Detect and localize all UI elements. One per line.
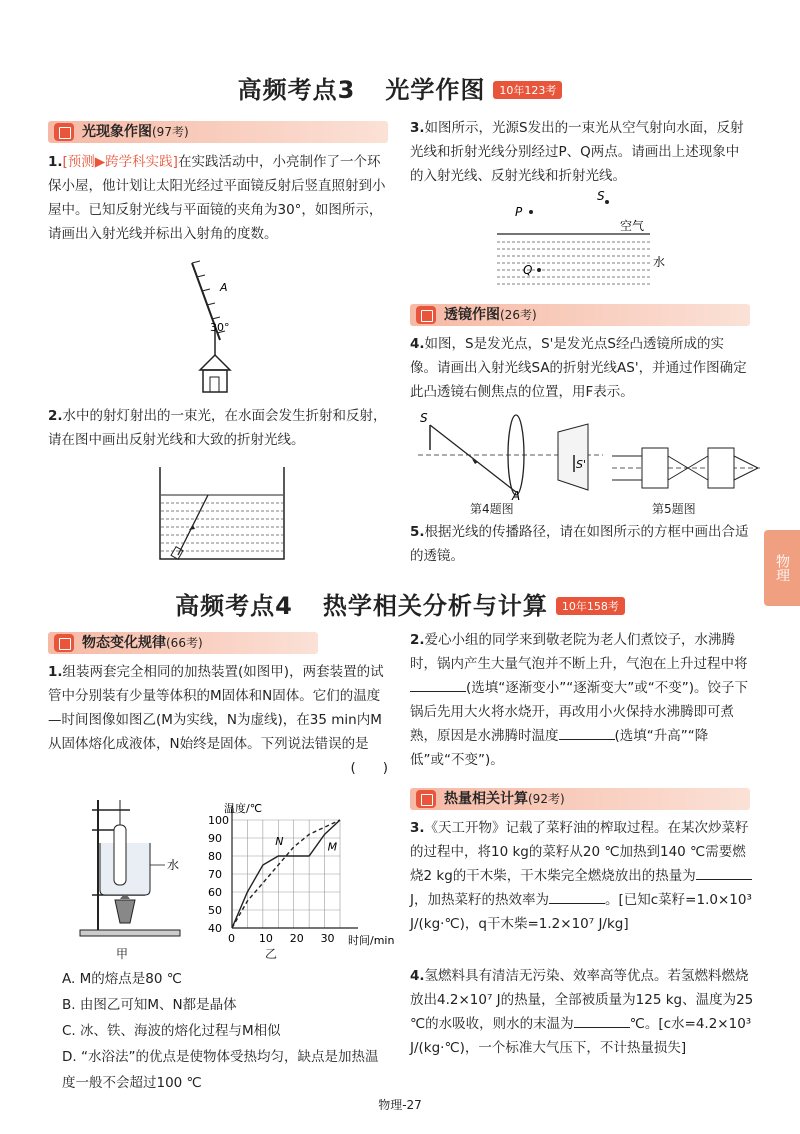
- option-d[interactable]: D. “水浴法”的优点是使物体受热均匀，缺点是加热温度一般不会超过100 ℃: [62, 1049, 379, 1091]
- figure-water-tank: [158, 465, 288, 565]
- category-label: 光现象作图: [82, 124, 152, 140]
- question-text: 《天工开物》记载了菜籽油的榨取过程。在某次炒菜籽的过程中，将10 kg的菜籽从20 ℃加热到140 ℃需要燃烧2 kg的干木柴，干木柴完全燃烧放出的热量为: [410, 820, 749, 884]
- answer-blank[interactable]: [410, 677, 466, 692]
- figure-lens-boxes: [612, 440, 762, 500]
- question-text: 在实践活动中，小亮制作了一个环保小屋，他计划让太阳光经过平面镜反射后竖直照射到小屋中。已知反射光线与平面镜的夹角为30°，如图所示，请画出入射光线并标出入射角的度数。: [48, 154, 386, 242]
- figure-convex-lens: [418, 410, 608, 503]
- figure-caption: 甲: [116, 947, 129, 961]
- question-text: 如图所示，光源S发出的一束光从空气射向水面，反射光线和折射光线分别经过P、Q两点。请画出上述现象中的入射光线、反射光线和折射光线。: [410, 120, 744, 184]
- question-number: 2.: [410, 632, 425, 648]
- question-2: [48, 404, 388, 452]
- y-tick-label: 50: [208, 904, 222, 917]
- heat-question-2: [410, 628, 755, 772]
- y-tick-label: 100: [208, 814, 229, 827]
- y-tick-label: 40: [208, 922, 222, 935]
- x-tick-label: 30: [320, 932, 335, 945]
- category-header: [48, 121, 388, 143]
- section-prefix: 高频考点3: [237, 76, 356, 104]
- question-text: (选填“逐渐变小”“逐渐变大”或“不变”)。饺子下锅后先用大火将水烧开，再改用小火保持水沸腾即可煮熟，原因是水沸腾时温度: [410, 680, 748, 744]
- question-number: 1.: [48, 154, 63, 170]
- question-number: 1.: [48, 664, 63, 680]
- frequency-badge: 10年158考: [556, 597, 625, 615]
- point-s-label: S: [420, 411, 428, 425]
- point-a-label: A: [220, 281, 228, 294]
- page-number: 物理-27: [378, 1098, 422, 1112]
- answer-blank[interactable]: [696, 865, 752, 880]
- question-3: [410, 116, 750, 188]
- x-tick-label: 20: [289, 932, 304, 945]
- x-tick-label: 0: [228, 932, 235, 945]
- question-number: 2.: [48, 408, 63, 424]
- question-text: 。[已知c菜籽=1.0×10³ J/(kg·℃)，q干木柴=1.2×10⁷ J/kg]: [410, 892, 752, 932]
- heat-question-3: [410, 816, 755, 936]
- category-count: (92考): [528, 792, 565, 806]
- section-title-4: [0, 586, 800, 621]
- option-a[interactable]: A. M的熔点是80 ℃: [62, 971, 182, 987]
- question-text: ℃。[c水=4.2×10³ J/(kg·℃)，一个标准大气压下，不计热量损失]: [410, 1016, 752, 1056]
- answer-blank[interactable]: [559, 725, 615, 740]
- subject-side-tab[interactable]: 物理: [764, 530, 800, 606]
- category-count: (66考): [166, 636, 203, 650]
- water-label: 水: [653, 255, 666, 269]
- question-text: 如图，S是发光点，S'是发光点S经凸透镜所成的实像。请画出入射光线SA的折射光线AS'，并通过作图确定此凸透镜右侧焦点的位置，用F表示。: [410, 336, 747, 400]
- question-text: (选填“升高”“降低”或“不变”)。: [410, 728, 709, 768]
- category-count: (26考): [500, 308, 537, 322]
- question-text: 组装两套完全相同的加热装置(如图甲)，两套装置的试管中分别装有少量等体积的M固体和N固体。它们的温度—时间图像如图乙(M为实线，N为虚线)，在35 min内M从固体熔化成液体，N始终是固体。下列说法错误的是: [48, 664, 384, 752]
- figure-caption: 第5题图: [652, 502, 696, 516]
- y-tick-label: 60: [208, 886, 222, 899]
- x-axis-label: 时间/min: [348, 934, 395, 947]
- point-a-label: A: [512, 489, 521, 503]
- question-text: 氢燃料具有清洁无污染、效率高等优点。若氢燃料燃烧放出4.2×10⁷ J的热量，全部被质量为125 kg、温度为25 ℃的水吸收，则水的末温为: [410, 968, 754, 1032]
- answer-blank[interactable]: [574, 1013, 630, 1028]
- point-s-prime-label: S': [576, 458, 587, 471]
- point-s-label: S: [597, 189, 605, 203]
- page-footer: [0, 1096, 800, 1113]
- question-number: 4.: [410, 968, 425, 984]
- series-label-n: N: [275, 835, 284, 849]
- question-number: 3.: [410, 820, 425, 836]
- figure-mirror-house: [170, 255, 280, 405]
- question-1: [48, 150, 388, 246]
- y-tick-label: 80: [208, 850, 222, 863]
- option-b[interactable]: B. 由图乙可知M、N都是晶体: [62, 997, 237, 1013]
- y-tick-label: 90: [208, 832, 222, 845]
- heat-question-1: [48, 660, 388, 780]
- air-label: 空气: [620, 219, 645, 233]
- water-label: 水: [167, 858, 180, 872]
- temperature-time-chart: [198, 800, 395, 950]
- note-icon: [54, 634, 74, 652]
- question-text: J，加热菜籽的热效率为: [410, 892, 549, 908]
- figure-air-water: [495, 188, 675, 293]
- option-c[interactable]: C. 冰、铁、海波的熔化过程与M相似: [62, 1023, 281, 1039]
- question-number: 3.: [410, 120, 425, 136]
- y-axis-label: 温度/℃: [224, 802, 263, 815]
- note-icon: [416, 306, 436, 324]
- question-number: 5.: [410, 524, 425, 540]
- section-topic: 光学作图: [385, 76, 486, 104]
- category-count: (97考): [152, 125, 189, 139]
- question-tag: [预测▶跨学科实践]: [62, 154, 178, 170]
- category-label: 热量相关计算: [444, 791, 528, 807]
- section-title-3: [0, 70, 800, 105]
- point-p-label: P: [515, 205, 523, 219]
- figure-caption: 乙: [265, 947, 278, 961]
- category-label: 物态变化规律: [82, 635, 166, 651]
- question-5: [410, 520, 750, 568]
- section-topic: 热学相关分析与计算: [322, 592, 548, 620]
- note-icon: [54, 123, 74, 141]
- note-icon: [416, 790, 436, 808]
- question-text: 根据光线的传播路径，请在如图所示的方框中画出合适的透镜。: [410, 524, 749, 564]
- answer-blank[interactable]: [549, 889, 605, 904]
- category-label: 透镜作图: [444, 307, 500, 323]
- angle-label: 30°: [210, 321, 230, 334]
- answer-paren: ( ): [350, 760, 388, 776]
- figure-caption: 第4题图: [470, 502, 514, 516]
- frequency-badge: 10年123考: [493, 81, 562, 99]
- point-q-label: Q: [523, 263, 533, 277]
- x-tick-label: 10: [258, 932, 273, 945]
- question-text: 爱心小组的同学来到敬老院为老人们煮饺子，水沸腾时，锅内产生大量气泡并不断上升，气泡在上升过程中将: [410, 632, 748, 672]
- heat-question-4: [410, 964, 755, 1060]
- question-text: 水中的射灯射出的一束光，在水面会发生折射和反射，请在图中画出反射光线和大致的折射光线。: [48, 408, 387, 448]
- category-header: [48, 632, 318, 654]
- figure-heating-apparatus: [70, 795, 190, 945]
- y-tick-label: 70: [208, 868, 222, 881]
- series-label-m: M: [327, 840, 338, 854]
- question-4: [410, 332, 750, 404]
- category-header: [410, 304, 750, 326]
- category-header: [410, 788, 750, 810]
- question-number: 4.: [410, 336, 425, 352]
- section-prefix: 高频考点4: [175, 592, 293, 620]
